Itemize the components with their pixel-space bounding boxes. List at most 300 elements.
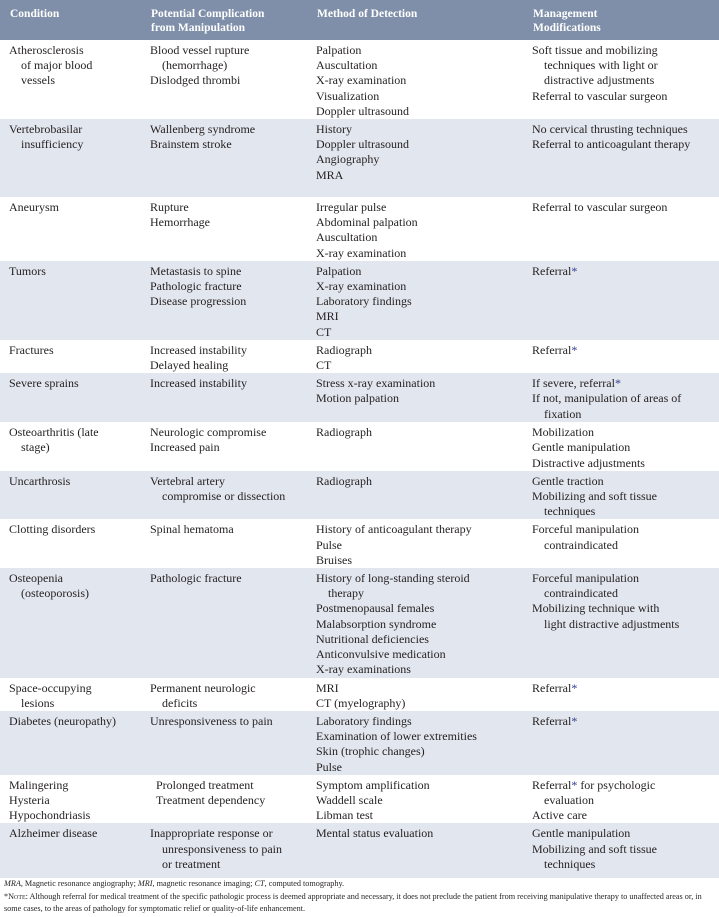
cell-text: Skin (trophic changes)	[316, 744, 425, 759]
cell-text: Pathologic fracture	[150, 279, 242, 294]
cell-text: Laboratory findings	[316, 294, 412, 309]
management-cell	[523, 678, 719, 711]
management-line	[532, 474, 715, 489]
cell-text: Hypochondriasis	[9, 808, 91, 823]
cell-text: If severe, referral	[532, 376, 615, 391]
cell-text: Malabsorption syndrome	[316, 616, 437, 631]
header-line: Condition	[10, 8, 60, 20]
cell-text: Neurologic compromise	[150, 425, 267, 440]
complication-cell	[141, 119, 307, 197]
cell-text: Pathologic fracture	[150, 571, 242, 586]
detection-line	[316, 391, 519, 406]
management-line	[532, 58, 715, 73]
detection-line	[316, 325, 519, 340]
cell-text: Doppler ultrasound	[316, 137, 409, 152]
management-line	[532, 681, 715, 696]
cell-text: deficits	[162, 695, 198, 710]
cell-text: vessels	[21, 73, 55, 88]
cell-text: compromise or dissection	[162, 489, 286, 504]
management-cell	[523, 373, 719, 422]
condition-cell	[0, 823, 141, 878]
footnote-marker: *	[571, 713, 578, 728]
cell-text: techniques	[544, 856, 596, 871]
condition-line	[9, 778, 137, 793]
detection-line	[316, 73, 519, 88]
cell-text: Mobilization	[532, 425, 594, 440]
condition-cell	[0, 373, 141, 422]
cell-text: MRI	[316, 309, 339, 324]
condition-cell	[0, 711, 141, 775]
condition-line	[9, 714, 137, 729]
cell-text: MRA	[316, 167, 344, 182]
complication-line	[150, 842, 303, 857]
cell-text: Referral to vascular surgeon	[532, 88, 668, 103]
cell-text: X-ray examination	[316, 245, 407, 260]
condition-line	[9, 343, 137, 358]
cell-text: therapy	[328, 586, 364, 601]
management-cell	[523, 119, 719, 197]
detection-line	[316, 294, 519, 309]
cell-text: Auscultation	[316, 230, 378, 245]
condition-line	[9, 474, 137, 489]
management-line	[532, 808, 715, 823]
condition-cell	[0, 678, 141, 711]
complication-line	[150, 793, 303, 808]
detection-line	[316, 571, 519, 586]
management-cell	[523, 197, 719, 261]
detection-cell	[307, 711, 523, 775]
complication-cell	[141, 823, 307, 878]
abbreviation-term: MRI	[137, 879, 153, 888]
detection-cell	[307, 422, 523, 471]
detection-line	[316, 793, 519, 808]
condition-line	[9, 681, 137, 696]
cell-text: contraindicated	[544, 537, 618, 552]
detection-line	[316, 200, 519, 215]
cell-text: Gentle manipulation	[532, 826, 631, 841]
management-cell	[523, 471, 719, 520]
cell-text: Referral	[532, 713, 572, 728]
detection-line	[316, 122, 519, 137]
detection-cell	[307, 471, 523, 520]
detection-line	[316, 279, 519, 294]
condition-line	[9, 122, 137, 137]
cell-text: Laboratory findings	[316, 713, 412, 728]
complication-line	[150, 43, 303, 58]
cell-text: Severe sprains	[9, 376, 79, 391]
footnote-marker: *	[571, 777, 578, 792]
condition-cell	[0, 340, 141, 373]
condition-line	[9, 793, 137, 808]
detection-line	[316, 617, 519, 632]
detection-line	[316, 43, 519, 58]
cell-text: Mobilizing technique with	[532, 601, 660, 616]
complication-line	[150, 122, 303, 137]
management-line	[532, 456, 715, 471]
complication-line	[150, 200, 303, 215]
complication-cell	[141, 568, 307, 677]
cell-text: Alzheimer disease	[9, 826, 98, 841]
cell-text: Increased instability	[150, 376, 247, 391]
management-line	[532, 857, 715, 872]
detection-line	[316, 808, 519, 823]
cell-text: evaluation	[544, 792, 594, 807]
cell-text: Atherosclerosis	[9, 43, 84, 57]
management-cell	[523, 568, 719, 677]
condition-cell	[0, 40, 141, 119]
management-cell	[523, 340, 719, 373]
cell-text: Auscultation	[316, 58, 378, 73]
cell-text: techniques	[544, 504, 596, 519]
cell-text: Forceful manipulation	[532, 522, 639, 537]
abbreviation-note	[4, 878, 717, 891]
management-line	[532, 778, 715, 793]
cell-text: Space-occupying	[9, 680, 92, 695]
complication-line	[150, 376, 303, 391]
management-line	[532, 391, 715, 406]
complication-line	[150, 264, 303, 279]
cell-text: If not, manipulation of areas of	[532, 391, 682, 406]
complication-line	[150, 279, 303, 294]
cell-text: Angiography	[316, 152, 380, 167]
cell-text: Radiograph	[316, 342, 372, 357]
cell-text: Tumors	[9, 263, 46, 278]
detection-line	[316, 152, 519, 167]
header-line: from Manipulation	[151, 22, 246, 34]
footnote-marker: *	[571, 263, 578, 278]
management-cell	[523, 261, 719, 340]
complication-line	[150, 294, 303, 309]
table-row	[0, 119, 719, 197]
header-management	[523, 0, 719, 40]
management-line	[532, 714, 715, 729]
header-condition	[0, 0, 141, 40]
cell-text: Libman test	[316, 808, 373, 823]
cell-text: Active care	[532, 808, 587, 823]
condition-line	[9, 586, 137, 601]
cell-text: Referral	[532, 680, 572, 695]
complication-line	[150, 440, 303, 455]
cell-text: Referral to anticoagulant therapy	[532, 137, 691, 152]
detection-cell	[307, 261, 523, 340]
cell-text: or treatment	[162, 856, 221, 871]
abbreviation-definition: , Magnetic resonance angiography;	[20, 879, 138, 888]
cell-text: Palpation	[316, 43, 362, 57]
management-line	[532, 43, 715, 58]
management-line	[532, 343, 715, 358]
detection-line	[316, 632, 519, 647]
cell-text: (hemorrhage)	[162, 58, 228, 73]
table-row	[0, 471, 719, 520]
cell-text: Forceful manipulation	[532, 571, 639, 586]
management-line	[532, 571, 715, 586]
condition-line	[9, 376, 137, 391]
cell-text: MRI	[316, 680, 339, 695]
footnote-marker: *	[571, 342, 578, 357]
cell-text: Postmenopausal females	[316, 601, 435, 616]
complication-cell	[141, 40, 307, 119]
condition-line	[9, 696, 137, 711]
cell-text: Metastasis to spine	[150, 263, 242, 278]
cell-text: Palpation	[316, 263, 362, 278]
condition-line	[9, 73, 137, 88]
complication-cell	[141, 711, 307, 775]
cell-text: light distractive adjustments	[544, 616, 680, 631]
detection-cell	[307, 568, 523, 677]
complication-cell	[141, 261, 307, 340]
management-cell	[523, 519, 719, 568]
complication-cell	[141, 373, 307, 422]
header-detection	[307, 0, 523, 40]
cell-text: Radiograph	[316, 425, 372, 440]
cell-text: Disease progression	[150, 294, 247, 309]
detection-line	[316, 696, 519, 711]
cell-text: Radiograph	[316, 473, 372, 488]
cell-text: lesions	[21, 695, 55, 710]
table-row	[0, 340, 719, 373]
cell-text: Gentle traction	[532, 473, 604, 488]
footnote-marker: *	[614, 376, 621, 391]
note-text: Although referral for medical treatment of the specific pathologic process is deemed appropriate and necessary, it does not preclude the patient from receiving manipulative therapy to unaffected areas or, in some cases, to the areas of pathology for symptomatic relief or quality-of-life enhancement.	[4, 891, 702, 914]
detection-cell	[307, 823, 523, 878]
cell-text: Referral	[532, 777, 572, 792]
management-line	[532, 122, 715, 137]
condition-cell	[0, 261, 141, 340]
complication-line	[150, 343, 303, 358]
condition-line	[9, 200, 137, 215]
cell-text: Referral	[532, 263, 572, 278]
cell-text: Anticonvulsive medication	[316, 647, 446, 662]
cell-text: Increased instability	[150, 342, 247, 357]
detection-line	[316, 538, 519, 553]
complication-line	[150, 522, 303, 537]
header-row	[0, 0, 719, 40]
condition-cell	[0, 119, 141, 197]
detection-line	[316, 425, 519, 440]
cell-text: Visualization	[316, 88, 380, 103]
table-row	[0, 261, 719, 340]
management-line	[532, 73, 715, 88]
cell-text: Bruises	[316, 552, 352, 567]
complication-line	[150, 778, 303, 793]
cell-text: No cervical thrusting techniques	[532, 122, 688, 137]
cell-text: Wallenberg syndrome	[150, 122, 256, 137]
cell-text: Unresponsiveness to pain	[150, 713, 273, 728]
cell-text: X-ray examination	[316, 73, 407, 88]
cell-text: CT	[316, 358, 332, 373]
cell-text: Osteoarthritis (late	[9, 425, 99, 440]
complication-line	[150, 489, 303, 504]
detection-line	[316, 246, 519, 261]
complication-cell	[141, 471, 307, 520]
detection-line	[316, 522, 519, 537]
complication-line	[150, 73, 303, 88]
detection-line	[316, 714, 519, 729]
cell-text: Clotting disorders	[9, 522, 96, 537]
cell-text: Hemorrhage	[150, 215, 210, 230]
management-line	[532, 425, 715, 440]
management-line	[532, 538, 715, 553]
cell-text: Inappropriate response or	[150, 826, 273, 841]
detection-line	[316, 662, 519, 677]
complication-line	[150, 826, 303, 841]
condition-line	[9, 571, 137, 586]
cell-text: Spinal hematoma	[150, 522, 234, 537]
complication-line	[150, 571, 303, 586]
detection-line	[316, 89, 519, 104]
cell-text: Gentle manipulation	[532, 440, 631, 455]
cell-text: unresponsiveness to pain	[162, 841, 282, 856]
cell-text: X-ray examinations	[316, 662, 411, 677]
complication-line	[150, 358, 303, 373]
cell-text-after: for psychologic	[577, 777, 656, 792]
detection-line	[316, 343, 519, 358]
complication-cell	[141, 340, 307, 373]
management-line	[532, 407, 715, 422]
detection-line	[316, 729, 519, 744]
cell-text: Stress x-ray examination	[316, 376, 436, 391]
detection-line	[316, 553, 519, 568]
cell-text: Fractures	[9, 342, 54, 357]
cell-text: Abdominal palpation	[316, 215, 418, 230]
cell-text: insufficiency	[21, 137, 84, 152]
table-row	[0, 197, 719, 261]
detection-line	[316, 168, 519, 183]
detection-line	[316, 647, 519, 662]
cell-text: History of long-standing steroid	[316, 571, 470, 586]
management-line	[532, 586, 715, 601]
cell-text: Pulse	[316, 537, 343, 552]
detection-cell	[307, 519, 523, 568]
cell-text: Doppler ultrasound	[316, 103, 409, 118]
note-label: *Note:	[4, 891, 28, 901]
detection-line	[316, 309, 519, 324]
cell-text: techniques with light or	[544, 58, 658, 73]
complication-line	[150, 857, 303, 872]
detection-cell	[307, 197, 523, 261]
abbreviation-definition: , magnetic resonance imaging;	[152, 879, 255, 888]
cell-text: History of anticoagulant therapy	[316, 522, 472, 537]
condition-line	[9, 425, 137, 440]
table-row	[0, 422, 719, 471]
detection-line	[316, 760, 519, 775]
cell-text: Aneurysm	[9, 200, 59, 215]
table-row	[0, 373, 719, 422]
detection-line	[316, 744, 519, 759]
cell-text: Uncarthrosis	[9, 473, 71, 488]
cell-text: Prolonged treatment	[156, 777, 254, 792]
detection-line	[316, 104, 519, 119]
detection-line	[316, 215, 519, 230]
cell-text: Symptom amplification	[316, 777, 430, 792]
detection-line	[316, 137, 519, 152]
footnotes	[4, 878, 717, 916]
cell-text: Blood vessel rupture	[150, 43, 250, 57]
detection-line	[316, 601, 519, 616]
management-line	[532, 601, 715, 616]
table-row	[0, 775, 719, 824]
header-line: Potential Complication	[151, 8, 265, 20]
abbreviation-term: MRA	[4, 879, 21, 888]
management-line	[532, 137, 715, 152]
condition-line	[9, 522, 137, 537]
condition-line	[9, 264, 137, 279]
management-line	[532, 376, 715, 391]
management-cell	[523, 823, 719, 878]
cell-text: Hysteria	[9, 792, 50, 807]
detection-line	[316, 586, 519, 601]
complication-cell	[141, 678, 307, 711]
cell-text: fixation	[544, 406, 582, 421]
cell-text: (osteoporosis)	[21, 586, 89, 601]
complication-line	[150, 681, 303, 696]
detection-line	[316, 778, 519, 793]
cell-text: History	[316, 122, 352, 137]
cell-text: Distractive adjustments	[532, 455, 645, 470]
cell-text: Delayed healing	[150, 358, 229, 373]
management-cell	[523, 775, 719, 824]
condition-line	[9, 440, 137, 455]
cell-text: Referral	[532, 342, 572, 357]
detection-line	[316, 826, 519, 841]
condition-line	[9, 137, 137, 152]
cell-text: Nutritional deficiencies	[316, 631, 429, 646]
abbreviation-term: CT	[254, 879, 265, 888]
table-row	[0, 519, 719, 568]
complication-cell	[141, 775, 307, 824]
referral-note	[4, 891, 717, 916]
complication-cell	[141, 422, 307, 471]
cell-text: contraindicated	[544, 586, 618, 601]
cell-text: Treatment dependency	[156, 792, 266, 807]
detection-line	[316, 681, 519, 696]
management-cell	[523, 40, 719, 119]
detection-line	[316, 376, 519, 391]
detection-line	[316, 230, 519, 245]
header-line: Method of Detection	[317, 8, 418, 20]
complication-line	[150, 714, 303, 729]
cell-text: Dislodged thrombi	[150, 73, 241, 88]
complication-line	[150, 215, 303, 230]
detection-cell	[307, 775, 523, 824]
detection-line	[316, 358, 519, 373]
cell-text: Increased pain	[150, 440, 220, 455]
management-line	[532, 200, 715, 215]
table-row	[0, 568, 719, 677]
cell-text: Mobilizing and soft tissue	[532, 841, 657, 856]
table-row	[0, 823, 719, 878]
management-line	[532, 522, 715, 537]
management-line	[532, 89, 715, 104]
cell-text: Vertebral artery	[150, 473, 225, 488]
condition-cell	[0, 422, 141, 471]
detection-cell	[307, 340, 523, 373]
management-line	[532, 793, 715, 808]
cell-text: Mental status evaluation	[316, 826, 434, 841]
table-row	[0, 40, 719, 119]
condition-line	[9, 826, 137, 841]
cell-text: Vertebrobasilar	[9, 122, 83, 137]
cell-text: Waddell scale	[316, 792, 383, 807]
header-line: Management	[533, 8, 598, 20]
management-line	[532, 617, 715, 632]
detection-cell	[307, 373, 523, 422]
cell-text: CT (myelography)	[316, 695, 406, 710]
management-line	[532, 489, 715, 504]
cell-text: Irregular pulse	[316, 200, 387, 215]
detection-line	[316, 474, 519, 489]
cell-text: Osteopenia	[9, 571, 63, 586]
